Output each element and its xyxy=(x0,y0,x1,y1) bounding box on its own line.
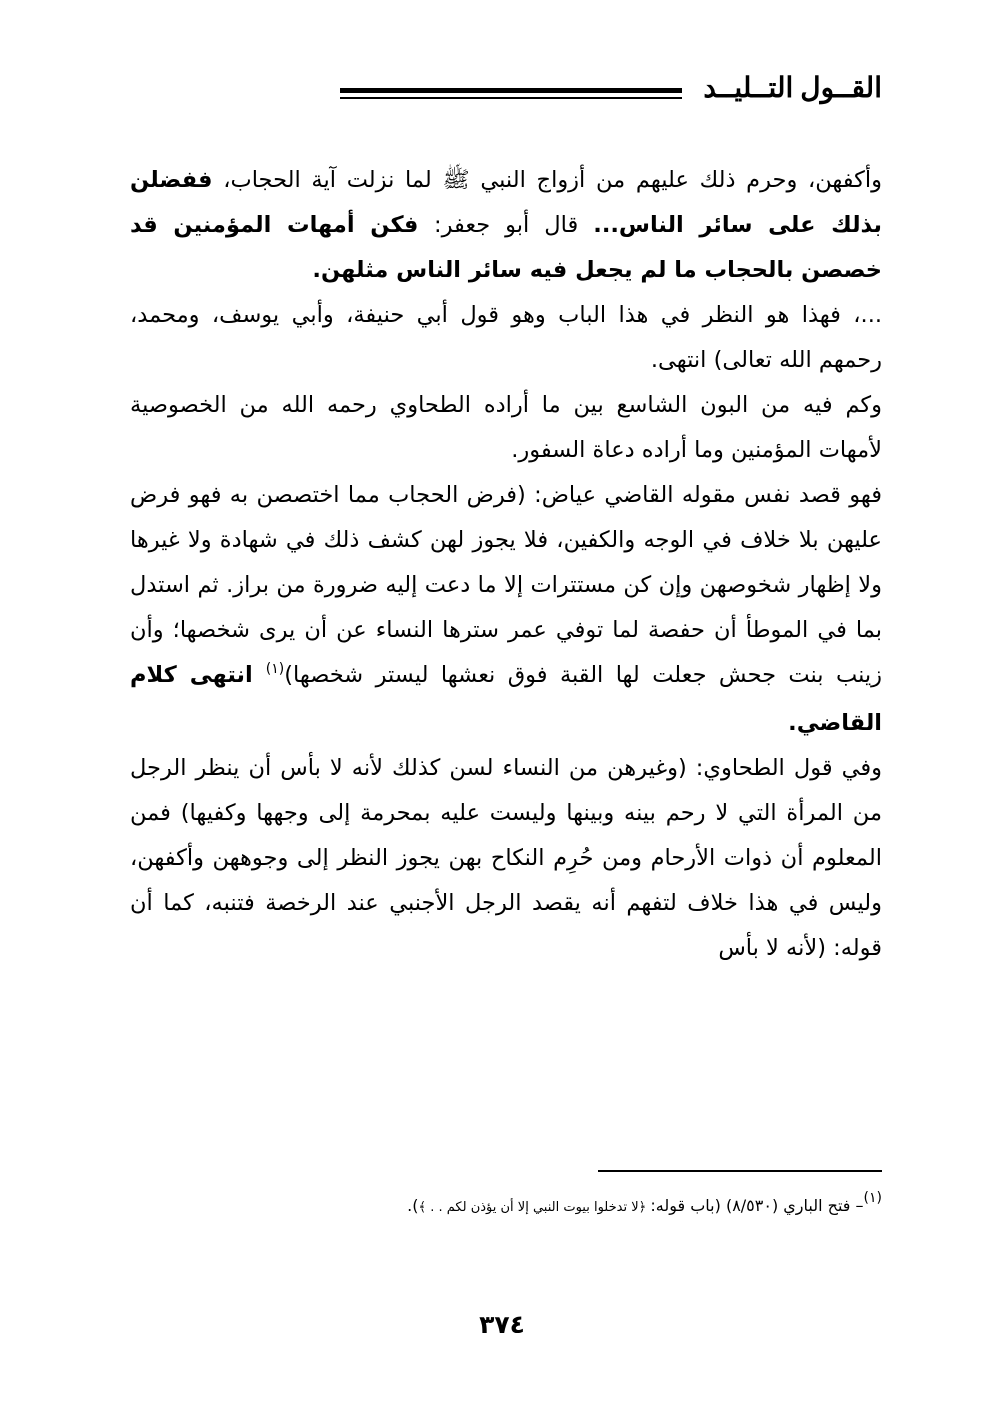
page-number: ٣٧٤ xyxy=(479,1310,525,1339)
footnote-marker: (١) xyxy=(863,1190,882,1206)
p1-bold-2: فكن أمهات المؤمنين قد خصصن بالحجاب ما لم يجعل فيه سائر الناس مثلهن. xyxy=(130,212,882,283)
footnote-quran-quote: ﴿لا تدخلوا بيوت النبي إلا أن يؤذن لكم . . ﴾ xyxy=(418,1200,651,1215)
p1-bold-1: ففضلن بذلك على سائر الناس... xyxy=(130,167,882,238)
footnote-text: – فتح الباري (٨/٥٣٠) (باب قوله: xyxy=(650,1196,864,1215)
header-rule-thin xyxy=(340,97,682,99)
main-text xyxy=(130,158,882,971)
p4-text: فهو قصد نفس مقوله القاضي عياض: (فرض الحجاب مما اختصصن به فهو فرض عليهن بلا خلاف في الوجه والكفين، فلا يجوز لهن كشف ذلك في شهادة ولا غيرها ولا إظهار شخوصهن وإن كن مستترات إلا ما دعت إليه ضرورة من براز. ثم استدل بما في الموطأ أن حفصة لما توفي عمر سترها النساء عن أن يرى شخصها؛ وأن زينب بنت جحش جعلت لها القبة فوق نعشها ليستر شخصها) xyxy=(130,482,882,688)
page-header xyxy=(130,70,882,110)
paragraph-5: وفي قول الطحاوي: (وغيرهن من النساء لسن كذلك لأنه لا بأس أن ينظر الرجل من المرأة التي لا رحم بينه وبينها وليست عليه بمحرمة إلى وجهها وكفيها) فمن المعلوم أن ذوات الأرحام ومن حُرِم النكاح بهن يجوز النظر إلى وجوههن وأكفهن، وليس في هذا خلاف لتفهم أنه يقصد الرجل الأجنبي عند الرخصة فتنبه، كما أن قوله: (لأنه لا بأس xyxy=(130,755,882,961)
paragraph-2: ...، فهذا هو النظر في هذا الباب وهو قول أبي حنيفة، وأبي يوسف، ومحمد، رحمهم الله تعالى) انتهى. xyxy=(130,302,882,373)
header-rule-thick xyxy=(340,88,682,93)
paragraph-4 xyxy=(130,473,882,746)
paragraph-1 xyxy=(130,158,882,293)
p1-text-a: وأكفهن، وحرم ذلك عليهم من أزواج النبي ﷺ لما نزلت آية الحجاب، xyxy=(223,167,882,193)
p4-bold: انتهى كلام القاضي. xyxy=(130,662,882,736)
footnote xyxy=(130,1192,882,1222)
footnote-separator xyxy=(598,1170,882,1172)
running-title: القــول التــليــد xyxy=(703,73,882,104)
footnote-end: ). xyxy=(407,1196,419,1215)
footnote-reference[interactable]: (١) xyxy=(265,661,285,677)
paragraph-3: وكم فيه من البون الشاسع بين ما أراده الطحاوي رحمه الله من الخصوصية لأمهات المؤمنين وما أراده دعاة السفور. xyxy=(130,392,882,463)
p1-text-b: قال أبو جعفر: xyxy=(434,212,594,238)
